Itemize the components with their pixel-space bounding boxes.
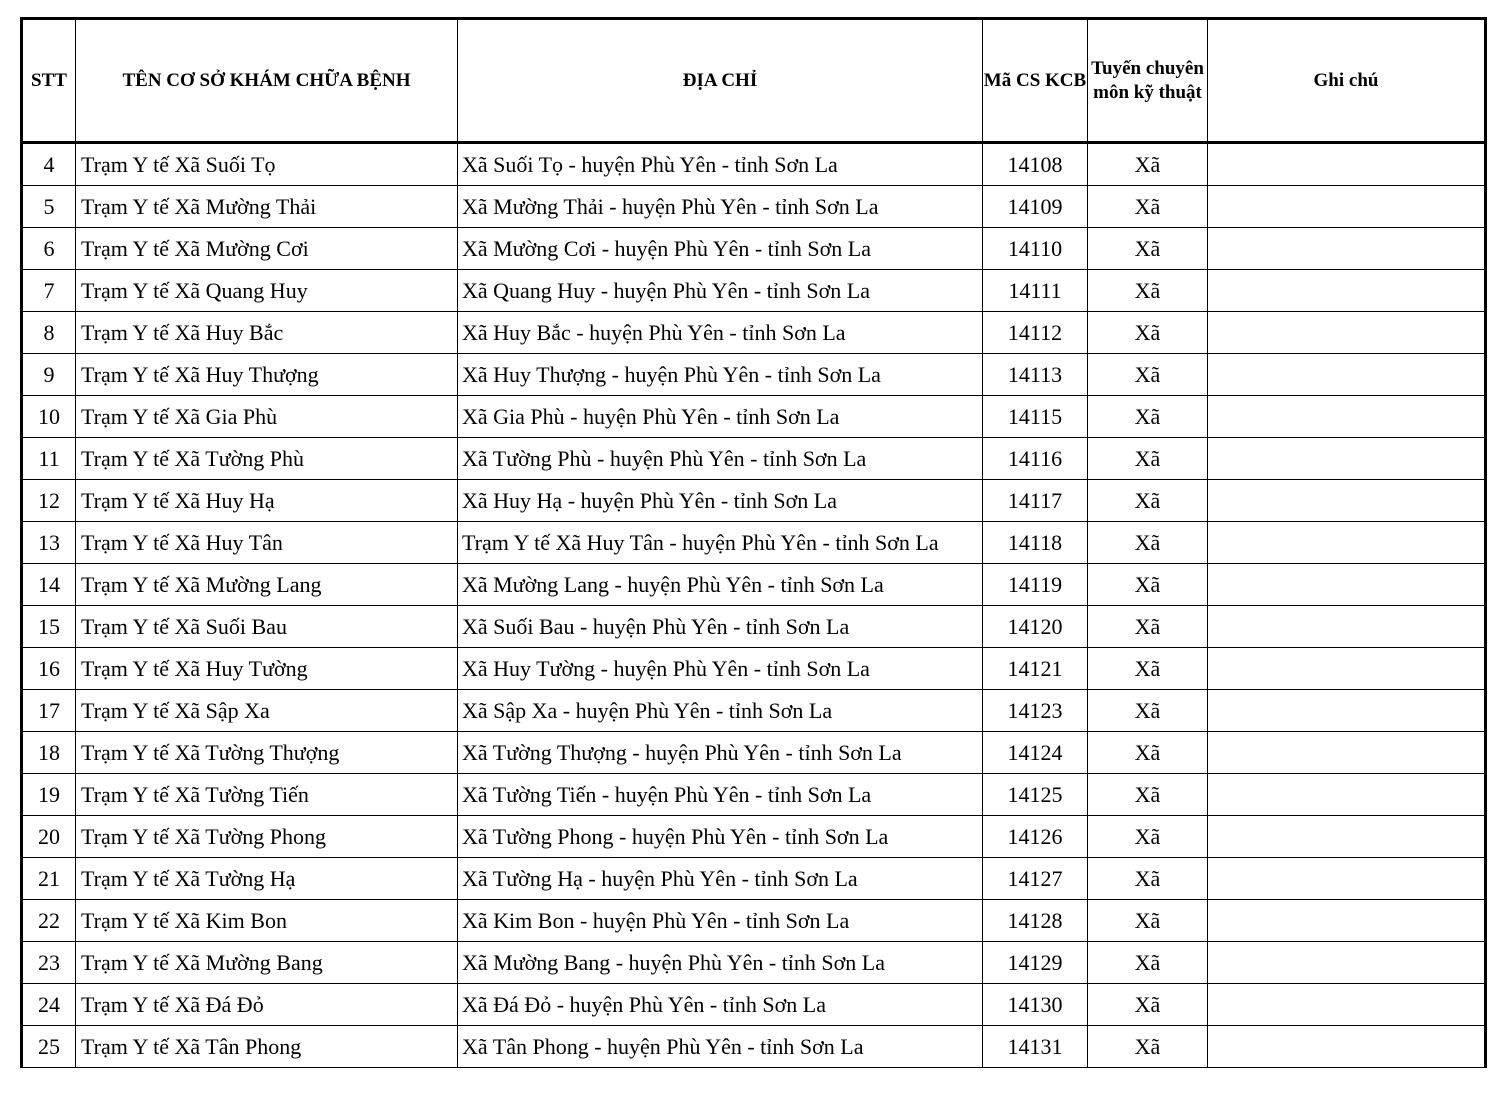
cell-address: Xã Suối Tọ - huyện Phù Yên - tỉnh Sơn La <box>458 143 983 186</box>
table-row <box>22 270 1486 312</box>
cell-note <box>1208 774 1486 816</box>
table-row <box>22 438 1486 480</box>
header-facility-name: TÊN CƠ SỞ KHÁM CHỮA BỆNH <box>76 19 458 143</box>
cell-note <box>1208 816 1486 858</box>
cell-facility-name: Trạm Y tế Xã Huy Tân <box>76 522 458 564</box>
cell-stt: 20 <box>22 816 76 858</box>
facility-table <box>20 17 1487 1068</box>
cell-stt: 23 <box>22 942 76 984</box>
cell-address: Xã Tường Phong - huyện Phù Yên - tỉnh Sơn La <box>458 816 983 858</box>
table-row <box>22 228 1486 270</box>
cell-facility-code: 14131 <box>983 1026 1088 1068</box>
table-row <box>22 143 1486 186</box>
cell-facility-code: 14111 <box>983 270 1088 312</box>
cell-note <box>1208 228 1486 270</box>
cell-stt: 21 <box>22 858 76 900</box>
cell-facility-code: 14118 <box>983 522 1088 564</box>
cell-stt: 11 <box>22 438 76 480</box>
cell-note <box>1208 522 1486 564</box>
cell-technical-level: Xã <box>1088 396 1208 438</box>
cell-stt: 15 <box>22 606 76 648</box>
table-row <box>22 396 1486 438</box>
cell-facility-name: Trạm Y tế Xã Suối Bau <box>76 606 458 648</box>
header-facility-code: Mã CS KCB <box>983 19 1088 143</box>
cell-stt: 5 <box>22 186 76 228</box>
cell-facility-code: 14124 <box>983 732 1088 774</box>
cell-stt: 12 <box>22 480 76 522</box>
header-stt: STT <box>22 19 76 143</box>
cell-facility-code: 14108 <box>983 143 1088 186</box>
cell-technical-level: Xã <box>1088 858 1208 900</box>
cell-stt: 9 <box>22 354 76 396</box>
cell-facility-name: Trạm Y tế Xã Kim Bon <box>76 900 458 942</box>
cell-stt: 18 <box>22 732 76 774</box>
header-note: Ghi chú <box>1208 19 1486 143</box>
table-row <box>22 942 1486 984</box>
cell-technical-level: Xã <box>1088 606 1208 648</box>
cell-technical-level: Xã <box>1088 270 1208 312</box>
cell-technical-level: Xã <box>1088 438 1208 480</box>
cell-facility-name: Trạm Y tế Xã Tường Phù <box>76 438 458 480</box>
cell-address: Xã Tường Phù - huyện Phù Yên - tỉnh Sơn La <box>458 438 983 480</box>
cell-facility-code: 14112 <box>983 312 1088 354</box>
cell-stt: 17 <box>22 690 76 732</box>
cell-stt: 4 <box>22 143 76 186</box>
cell-facility-code: 14119 <box>983 564 1088 606</box>
cell-technical-level: Xã <box>1088 480 1208 522</box>
cell-stt: 25 <box>22 1026 76 1068</box>
cell-facility-name: Trạm Y tế Xã Huy Tường <box>76 648 458 690</box>
cell-address: Trạm Y tế Xã Huy Tân - huyện Phù Yên - tỉnh Sơn La <box>458 522 983 564</box>
cell-address: Xã Tường Hạ - huyện Phù Yên - tỉnh Sơn La <box>458 858 983 900</box>
cell-facility-name: Trạm Y tế Xã Đá Đỏ <box>76 984 458 1026</box>
cell-address: Xã Suối Bau - huyện Phù Yên - tỉnh Sơn La <box>458 606 983 648</box>
cell-note <box>1208 648 1486 690</box>
cell-stt: 7 <box>22 270 76 312</box>
cell-note <box>1208 1026 1486 1068</box>
table-header <box>22 19 1486 143</box>
cell-facility-code: 14121 <box>983 648 1088 690</box>
cell-address: Xã Mường Cơi - huyện Phù Yên - tỉnh Sơn La <box>458 228 983 270</box>
table-row <box>22 606 1486 648</box>
cell-note <box>1208 143 1486 186</box>
cell-note <box>1208 438 1486 480</box>
header-technical-level: Tuyến chuyên môn kỹ thuật <box>1088 19 1208 143</box>
cell-technical-level: Xã <box>1088 690 1208 732</box>
cell-facility-name: Trạm Y tế Xã Tường Thượng <box>76 732 458 774</box>
cell-facility-code: 14113 <box>983 354 1088 396</box>
cell-facility-code: 14130 <box>983 984 1088 1026</box>
cell-note <box>1208 354 1486 396</box>
cell-facility-code: 14110 <box>983 228 1088 270</box>
table-row <box>22 858 1486 900</box>
header-row <box>22 19 1486 143</box>
table-row <box>22 984 1486 1026</box>
cell-technical-level: Xã <box>1088 522 1208 564</box>
cell-facility-code: 14116 <box>983 438 1088 480</box>
table-row <box>22 816 1486 858</box>
cell-stt: 13 <box>22 522 76 564</box>
cell-facility-name: Trạm Y tế Xã Quang Huy <box>76 270 458 312</box>
cell-address: Xã Tân Phong - huyện Phù Yên - tỉnh Sơn La <box>458 1026 983 1068</box>
cell-stt: 22 <box>22 900 76 942</box>
table-row <box>22 900 1486 942</box>
cell-stt: 24 <box>22 984 76 1026</box>
cell-technical-level: Xã <box>1088 143 1208 186</box>
table-row <box>22 186 1486 228</box>
cell-address: Xã Sập Xa - huyện Phù Yên - tỉnh Sơn La <box>458 690 983 732</box>
cell-stt: 8 <box>22 312 76 354</box>
cell-note <box>1208 900 1486 942</box>
cell-technical-level: Xã <box>1088 186 1208 228</box>
cell-facility-name: Trạm Y tế Xã Mường Cơi <box>76 228 458 270</box>
cell-facility-code: 14123 <box>983 690 1088 732</box>
cell-facility-name: Trạm Y tế Xã Mường Bang <box>76 942 458 984</box>
cell-facility-name: Trạm Y tế Xã Gia Phù <box>76 396 458 438</box>
cell-technical-level: Xã <box>1088 900 1208 942</box>
cell-facility-code: 14115 <box>983 396 1088 438</box>
cell-facility-name: Trạm Y tế Xã Huy Bắc <box>76 312 458 354</box>
cell-stt: 6 <box>22 228 76 270</box>
cell-facility-name: Trạm Y tế Xã Mường Thải <box>76 186 458 228</box>
table-row <box>22 690 1486 732</box>
table-row <box>22 480 1486 522</box>
cell-technical-level: Xã <box>1088 648 1208 690</box>
cell-technical-level: Xã <box>1088 942 1208 984</box>
table-body <box>22 143 1486 1068</box>
cell-technical-level: Xã <box>1088 1026 1208 1068</box>
cell-note <box>1208 690 1486 732</box>
table-row <box>22 1026 1486 1068</box>
cell-technical-level: Xã <box>1088 228 1208 270</box>
cell-address: Xã Đá Đỏ - huyện Phù Yên - tỉnh Sơn La <box>458 984 983 1026</box>
cell-note <box>1208 186 1486 228</box>
cell-technical-level: Xã <box>1088 984 1208 1026</box>
cell-address: Xã Gia Phù - huyện Phù Yên - tỉnh Sơn La <box>458 396 983 438</box>
cell-facility-code: 14109 <box>983 186 1088 228</box>
table-row <box>22 354 1486 396</box>
cell-address: Xã Huy Tường - huyện Phù Yên - tỉnh Sơn La <box>458 648 983 690</box>
cell-technical-level: Xã <box>1088 564 1208 606</box>
cell-note <box>1208 606 1486 648</box>
header-address: ĐỊA CHỈ <box>458 19 983 143</box>
cell-note <box>1208 396 1486 438</box>
cell-address: Xã Mường Thải - huyện Phù Yên - tỉnh Sơn La <box>458 186 983 228</box>
cell-address: Xã Mường Bang - huyện Phù Yên - tỉnh Sơn La <box>458 942 983 984</box>
cell-facility-name: Trạm Y tế Xã Tường Tiến <box>76 774 458 816</box>
cell-stt: 10 <box>22 396 76 438</box>
cell-facility-name: Trạm Y tế Xã Tường Hạ <box>76 858 458 900</box>
cell-note <box>1208 480 1486 522</box>
cell-facility-code: 14120 <box>983 606 1088 648</box>
cell-address: Xã Tường Thượng - huyện Phù Yên - tỉnh Sơn La <box>458 732 983 774</box>
cell-technical-level: Xã <box>1088 732 1208 774</box>
cell-facility-name: Trạm Y tế Xã Huy Hạ <box>76 480 458 522</box>
cell-address: Xã Huy Hạ - huyện Phù Yên - tỉnh Sơn La <box>458 480 983 522</box>
cell-facility-code: 14127 <box>983 858 1088 900</box>
cell-note <box>1208 270 1486 312</box>
cell-note <box>1208 858 1486 900</box>
cell-technical-level: Xã <box>1088 774 1208 816</box>
cell-stt: 16 <box>22 648 76 690</box>
cell-technical-level: Xã <box>1088 312 1208 354</box>
cell-stt: 14 <box>22 564 76 606</box>
cell-facility-code: 14126 <box>983 816 1088 858</box>
cell-facility-name: Trạm Y tế Xã Tường Phong <box>76 816 458 858</box>
cell-facility-code: 14129 <box>983 942 1088 984</box>
table-row <box>22 564 1486 606</box>
cell-address: Xã Mường Lang - huyện Phù Yên - tỉnh Sơn La <box>458 564 983 606</box>
cell-stt: 19 <box>22 774 76 816</box>
table-row <box>22 312 1486 354</box>
table-row <box>22 732 1486 774</box>
cell-facility-name: Trạm Y tế Xã Mường Lang <box>76 564 458 606</box>
cell-address: Xã Huy Bắc - huyện Phù Yên - tỉnh Sơn La <box>458 312 983 354</box>
cell-note <box>1208 732 1486 774</box>
cell-note <box>1208 984 1486 1026</box>
cell-facility-code: 14125 <box>983 774 1088 816</box>
cell-address: Xã Kim Bon - huyện Phù Yên - tỉnh Sơn La <box>458 900 983 942</box>
cell-facility-code: 14128 <box>983 900 1088 942</box>
table-row <box>22 774 1486 816</box>
cell-facility-name: Trạm Y tế Xã Sập Xa <box>76 690 458 732</box>
table-row <box>22 522 1486 564</box>
cell-facility-code: 14117 <box>983 480 1088 522</box>
cell-address: Xã Quang Huy - huyện Phù Yên - tỉnh Sơn La <box>458 270 983 312</box>
cell-address: Xã Huy Thượng - huyện Phù Yên - tỉnh Sơn La <box>458 354 983 396</box>
cell-note <box>1208 564 1486 606</box>
cell-facility-name: Trạm Y tế Xã Suối Tọ <box>76 143 458 186</box>
cell-facility-name: Trạm Y tế Xã Tân Phong <box>76 1026 458 1068</box>
cell-note <box>1208 942 1486 984</box>
cell-technical-level: Xã <box>1088 816 1208 858</box>
cell-note <box>1208 312 1486 354</box>
table-row <box>22 648 1486 690</box>
cell-technical-level: Xã <box>1088 354 1208 396</box>
cell-facility-name: Trạm Y tế Xã Huy Thượng <box>76 354 458 396</box>
cell-address: Xã Tường Tiến - huyện Phù Yên - tỉnh Sơn La <box>458 774 983 816</box>
